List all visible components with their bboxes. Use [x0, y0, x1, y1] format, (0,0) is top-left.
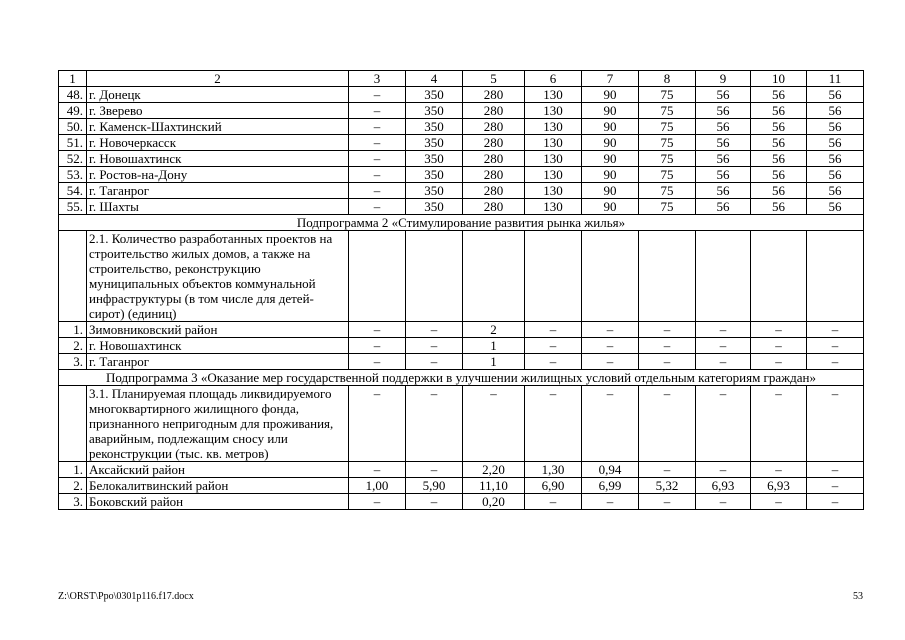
value-cell: – — [696, 322, 751, 338]
value-cell: 6,93 — [696, 478, 751, 494]
value-cell: 75 — [639, 87, 696, 103]
table-row — [59, 322, 864, 338]
value-cell: 56 — [751, 151, 807, 167]
row-number: 54. — [59, 183, 87, 199]
municipality-name: Аксайский район — [87, 462, 349, 478]
municipality-name: Зимовниковский район — [87, 322, 349, 338]
row-number: 1. — [59, 322, 87, 338]
value-cell: – — [406, 322, 463, 338]
value-cell: 56 — [751, 103, 807, 119]
section-row — [59, 370, 864, 386]
value-cell: – — [406, 494, 463, 510]
value-cell: 130 — [525, 151, 582, 167]
value-cell: 130 — [525, 183, 582, 199]
header-cell: 3 — [349, 71, 406, 87]
row-number — [59, 231, 87, 322]
value-cell: 350 — [406, 135, 463, 151]
value-cell: 56 — [751, 87, 807, 103]
table-row — [59, 462, 864, 478]
value-cell: 130 — [525, 167, 582, 183]
value-cell: 75 — [639, 119, 696, 135]
value-cell: 56 — [696, 167, 751, 183]
value-cell: – — [751, 322, 807, 338]
value-cell: 350 — [406, 151, 463, 167]
value-cell: – — [463, 386, 525, 462]
value-cell: – — [696, 462, 751, 478]
value-cell: – — [349, 103, 406, 119]
row-number: 51. — [59, 135, 87, 151]
value-cell: 130 — [525, 135, 582, 151]
value-cell: 350 — [406, 199, 463, 215]
value-cell: 56 — [751, 135, 807, 151]
value-cell: – — [349, 87, 406, 103]
value-cell: 6,93 — [751, 478, 807, 494]
value-cell: 90 — [582, 119, 639, 135]
value-cell: – — [582, 354, 639, 370]
municipality-name: г. Таганрог — [87, 354, 349, 370]
value-cell: 1 — [463, 354, 525, 370]
value-cell: 350 — [406, 183, 463, 199]
table-row — [59, 354, 864, 370]
value-cell: 280 — [463, 183, 525, 199]
value-cell: 0,20 — [463, 494, 525, 510]
value-cell: – — [751, 462, 807, 478]
municipality-name: Боковский район — [87, 494, 349, 510]
value-cell: – — [582, 386, 639, 462]
value-cell: 1 — [463, 338, 525, 354]
row-number: 2. — [59, 478, 87, 494]
value-cell: – — [349, 494, 406, 510]
value-cell: – — [582, 338, 639, 354]
value-cell: 350 — [406, 87, 463, 103]
value-cell — [807, 231, 864, 322]
value-cell: – — [525, 494, 582, 510]
value-cell: 280 — [463, 87, 525, 103]
value-cell — [696, 231, 751, 322]
value-cell: 130 — [525, 119, 582, 135]
value-cell: 6,90 — [525, 478, 582, 494]
footer-file-path: Z:\ORST\Ppo\0301p116.f17.docx — [58, 591, 194, 602]
value-cell: – — [639, 322, 696, 338]
value-cell — [525, 231, 582, 322]
header-cell: 1 — [59, 71, 87, 87]
table-row — [59, 183, 864, 199]
table-row — [59, 135, 864, 151]
table-row — [59, 478, 864, 494]
header-cell: 11 — [807, 71, 864, 87]
value-cell: 90 — [582, 167, 639, 183]
header-cell: 6 — [525, 71, 582, 87]
table-row — [59, 103, 864, 119]
value-cell: 56 — [807, 183, 864, 199]
indicator-name: 3.1. Планируемая площадь ликвидируемого многоквартирного жилищного фонда, признанного непригодным для проживания, аварийным, подлежащим сносу или реконструкции (тыс. кв. метров) — [87, 386, 349, 462]
value-cell: 5,32 — [639, 478, 696, 494]
municipality-name: г. Ростов-на-Дону — [87, 167, 349, 183]
value-cell: – — [349, 322, 406, 338]
value-cell: 56 — [751, 167, 807, 183]
value-cell: 75 — [639, 151, 696, 167]
table-row — [59, 199, 864, 215]
row-number: 49. — [59, 103, 87, 119]
value-cell: 90 — [582, 151, 639, 167]
value-cell: 1,30 — [525, 462, 582, 478]
value-cell: 56 — [807, 151, 864, 167]
value-cell: 56 — [696, 87, 751, 103]
data-table — [58, 70, 864, 510]
section-row — [59, 215, 864, 231]
value-cell: 56 — [807, 87, 864, 103]
value-cell: – — [696, 494, 751, 510]
municipality-name: г. Зверево — [87, 103, 349, 119]
value-cell: – — [349, 151, 406, 167]
value-cell: 1,00 — [349, 478, 406, 494]
value-cell: – — [349, 119, 406, 135]
value-cell: – — [639, 386, 696, 462]
indicator-name: 2.1. Количество разработанных проектов на строительство жилых домов, а также на строительство, реконструкцию муниципальных объектов коммунальной инфраструктуры (в том числе для детей-сирот) (единиц) — [87, 231, 349, 322]
value-cell: – — [349, 462, 406, 478]
value-cell: 5,90 — [406, 478, 463, 494]
table-row — [59, 338, 864, 354]
value-cell: 280 — [463, 103, 525, 119]
value-cell: – — [807, 386, 864, 462]
value-cell: 90 — [582, 87, 639, 103]
value-cell: – — [807, 462, 864, 478]
page-number: 53 — [853, 591, 863, 602]
value-cell: 56 — [696, 135, 751, 151]
row-number — [59, 386, 87, 462]
municipality-name: г. Шахты — [87, 199, 349, 215]
value-cell: – — [639, 462, 696, 478]
value-cell — [751, 231, 807, 322]
section-title: Подпрограмма 3 «Оказание мер государственной поддержки в улучшении жилищных условий отдельным категориям граждан» — [59, 370, 864, 386]
value-cell: – — [349, 167, 406, 183]
value-cell: 90 — [582, 199, 639, 215]
value-cell: 90 — [582, 103, 639, 119]
value-cell: – — [525, 322, 582, 338]
header-cell: 8 — [639, 71, 696, 87]
table-row — [59, 494, 864, 510]
row-number: 53. — [59, 167, 87, 183]
municipality-name: г. Таганрог — [87, 183, 349, 199]
value-cell: 56 — [807, 135, 864, 151]
value-cell: 130 — [525, 103, 582, 119]
header-cell: 2 — [87, 71, 349, 87]
value-cell: 11,10 — [463, 478, 525, 494]
table-row — [59, 151, 864, 167]
value-cell: – — [349, 183, 406, 199]
value-cell: 75 — [639, 183, 696, 199]
row-number: 55. — [59, 199, 87, 215]
value-cell: – — [696, 338, 751, 354]
value-cell: 350 — [406, 103, 463, 119]
value-cell: – — [807, 354, 864, 370]
value-cell: 56 — [696, 103, 751, 119]
value-cell — [349, 231, 406, 322]
value-cell: – — [349, 135, 406, 151]
value-cell: 75 — [639, 103, 696, 119]
value-cell: – — [639, 354, 696, 370]
value-cell: 75 — [639, 135, 696, 151]
municipality-name: Белокалитвинский район — [87, 478, 349, 494]
value-cell: – — [582, 322, 639, 338]
value-cell — [463, 231, 525, 322]
row-number: 50. — [59, 119, 87, 135]
value-cell: 280 — [463, 167, 525, 183]
header-cell: 4 — [406, 71, 463, 87]
table-row — [59, 87, 864, 103]
value-cell: – — [807, 494, 864, 510]
value-cell: 56 — [751, 119, 807, 135]
value-cell: – — [525, 386, 582, 462]
value-cell — [406, 231, 463, 322]
indicator-row — [59, 386, 864, 462]
section-title: Подпрограмма 2 «Стимулирование развития рынка жилья» — [59, 215, 864, 231]
value-cell: – — [525, 354, 582, 370]
value-cell: 280 — [463, 119, 525, 135]
municipality-name: г. Новошахтинск — [87, 151, 349, 167]
municipality-name: г. Новошахтинск — [87, 338, 349, 354]
value-cell: 56 — [751, 199, 807, 215]
value-cell: – — [525, 338, 582, 354]
value-cell: – — [406, 386, 463, 462]
row-number: 48. — [59, 87, 87, 103]
value-cell: 56 — [807, 103, 864, 119]
value-cell: 56 — [696, 119, 751, 135]
value-cell: – — [751, 354, 807, 370]
value-cell: 0,94 — [582, 462, 639, 478]
row-number: 2. — [59, 338, 87, 354]
header-cell: 9 — [696, 71, 751, 87]
value-cell: – — [751, 338, 807, 354]
value-cell: – — [639, 494, 696, 510]
value-cell: – — [696, 354, 751, 370]
value-cell: – — [349, 199, 406, 215]
value-cell: 75 — [639, 199, 696, 215]
value-cell: – — [696, 386, 751, 462]
table-row — [59, 119, 864, 135]
municipality-name: г. Донецк — [87, 87, 349, 103]
header-row — [59, 71, 864, 87]
row-number: 3. — [59, 354, 87, 370]
municipality-name: г. Новочеркасск — [87, 135, 349, 151]
indicator-row — [59, 231, 864, 322]
value-cell: 56 — [696, 199, 751, 215]
header-cell: 7 — [582, 71, 639, 87]
value-cell: 6,99 — [582, 478, 639, 494]
value-cell: 2 — [463, 322, 525, 338]
value-cell: 56 — [807, 199, 864, 215]
municipality-name: г. Каменск-Шахтинский — [87, 119, 349, 135]
value-cell: – — [807, 338, 864, 354]
value-cell: 280 — [463, 151, 525, 167]
value-cell: 130 — [525, 87, 582, 103]
row-number: 1. — [59, 462, 87, 478]
header-cell: 5 — [463, 71, 525, 87]
value-cell: – — [582, 494, 639, 510]
header-cell: 10 — [751, 71, 807, 87]
value-cell: – — [349, 338, 406, 354]
value-cell: 280 — [463, 199, 525, 215]
value-cell: 90 — [582, 183, 639, 199]
value-cell: 2,20 — [463, 462, 525, 478]
value-cell: – — [807, 478, 864, 494]
value-cell: – — [406, 338, 463, 354]
value-cell: – — [807, 322, 864, 338]
value-cell: – — [349, 354, 406, 370]
value-cell — [639, 231, 696, 322]
value-cell: – — [639, 338, 696, 354]
value-cell: 56 — [807, 167, 864, 183]
value-cell: – — [751, 386, 807, 462]
table-row — [59, 167, 864, 183]
value-cell: 90 — [582, 135, 639, 151]
value-cell: – — [406, 354, 463, 370]
value-cell: 56 — [696, 151, 751, 167]
value-cell: 130 — [525, 199, 582, 215]
value-cell: 280 — [463, 135, 525, 151]
value-cell: – — [751, 494, 807, 510]
row-number: 3. — [59, 494, 87, 510]
value-cell: 56 — [696, 183, 751, 199]
value-cell: – — [406, 462, 463, 478]
value-cell: 56 — [807, 119, 864, 135]
value-cell: 350 — [406, 167, 463, 183]
value-cell: 75 — [639, 167, 696, 183]
value-cell: – — [349, 386, 406, 462]
value-cell — [582, 231, 639, 322]
value-cell: 350 — [406, 119, 463, 135]
value-cell: 56 — [751, 183, 807, 199]
row-number: 52. — [59, 151, 87, 167]
